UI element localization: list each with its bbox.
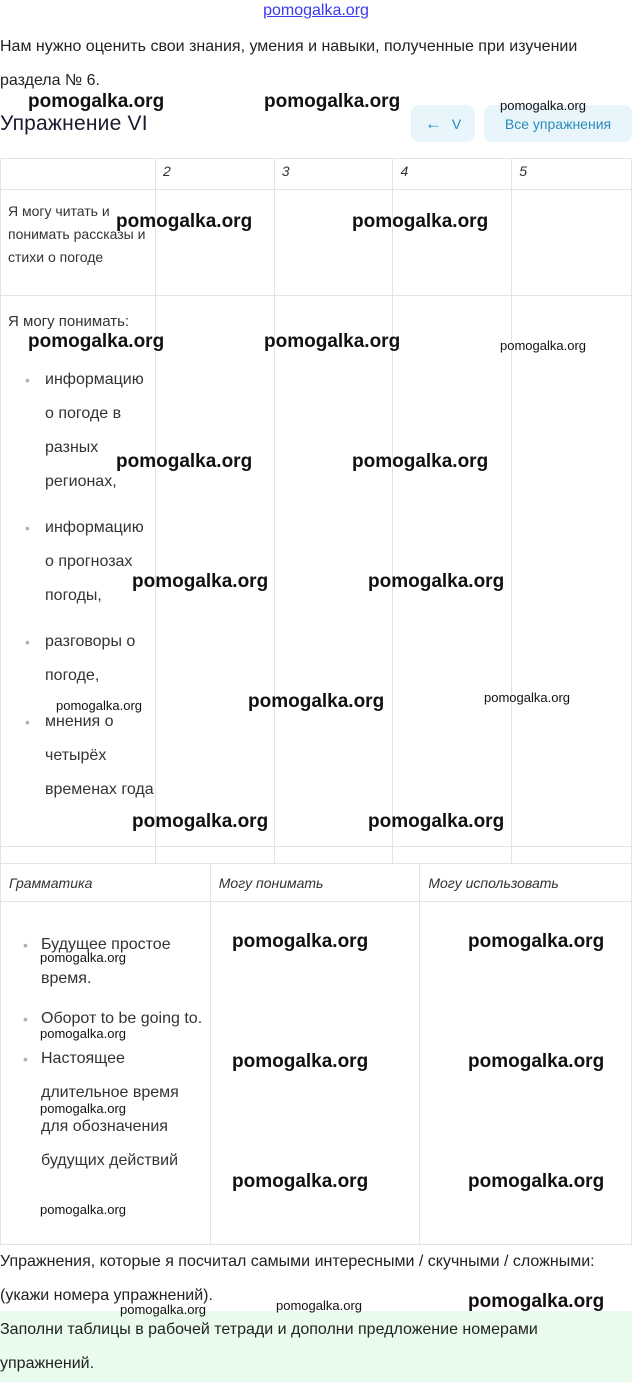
- watermark: pomogalka.org: [352, 451, 489, 472]
- watermark: pomogalka.org: [56, 698, 142, 713]
- watermark: pomogalka.org: [468, 1051, 605, 1072]
- column-header: [1, 159, 156, 190]
- list-item: • Оборот to be going to.: [23, 1002, 210, 1036]
- task-text: Заполни таблицы в рабочей тетради и дополни предложение номерами упражнений.: [0, 1321, 538, 1372]
- table-row: [1, 190, 632, 296]
- self-assessment-table: [0, 158, 632, 864]
- watermark: pomogalka.org: [120, 1302, 206, 1317]
- watermark: pomogalka.org: [264, 331, 401, 352]
- watermark: pomogalka.org: [132, 571, 269, 592]
- column-header-5: 5: [512, 159, 632, 190]
- watermark: pomogalka.org: [468, 931, 605, 952]
- list-item: • разговоры о погоде,: [41, 625, 155, 693]
- can-understand-header: Могу понимать: [210, 864, 420, 902]
- table-cell: [393, 190, 512, 296]
- column-header-4: 4: [393, 159, 512, 190]
- watermark: pomogalka.org: [368, 811, 505, 832]
- list-item: • Настоящее длительное время для обозначения будущих действий: [23, 1042, 210, 1178]
- watermark: pomogalka.org: [248, 691, 385, 712]
- all-exercises-label: Все упражнения: [504, 115, 612, 132]
- table-cell: [155, 190, 274, 296]
- watermark: pomogalka.org: [116, 211, 253, 232]
- table-cell: [1, 847, 156, 864]
- list-item: • мнения о четырёх временах года: [41, 705, 155, 807]
- site-link[interactable]: pomogalka.org: [263, 2, 369, 19]
- table-cell: [512, 296, 632, 847]
- task-box: [0, 1311, 632, 1382]
- row-label-cell: [1, 190, 156, 296]
- table-cell: [512, 847, 632, 864]
- table-cell: [512, 190, 632, 296]
- list-item: • Будущее простое время.: [23, 928, 210, 996]
- previous-exercise-button[interactable]: [411, 105, 475, 142]
- previous-exercise-label: V: [451, 115, 462, 132]
- row-label: Я могу понимать:: [8, 313, 130, 330]
- intro-text: Нам нужно оценить свои знания, умения и навыки, полученные при изучении раздела № 6.: [0, 38, 578, 89]
- table-row: [1, 847, 632, 864]
- watermark: pomogalka.org: [468, 1291, 605, 1312]
- column-header-2: 2: [155, 159, 274, 190]
- arrow-left-icon: ←: [424, 113, 442, 133]
- watermark: pomogalka.org: [468, 1171, 605, 1192]
- watermark: pomogalka.org: [276, 1298, 362, 1313]
- can-use-header: Могу использовать: [420, 864, 632, 902]
- table-cell: [155, 847, 274, 864]
- watermark: pomogalka.org: [132, 811, 269, 832]
- watermark: pomogalka.org: [368, 571, 505, 592]
- table-cell: [393, 847, 512, 864]
- list-item: • информацию о погоде в разных регионах,: [41, 363, 155, 499]
- watermark: pomogalka.org: [40, 1026, 126, 1041]
- watermark: pomogalka.org: [264, 91, 401, 112]
- row-label: Я могу читать и понимать рассказы и стихи о погоде: [8, 203, 146, 265]
- watermark: pomogalka.org: [500, 338, 586, 353]
- list-item: • информацию о прогнозах погоды,: [41, 511, 155, 613]
- column-header-3: 3: [274, 159, 393, 190]
- table-row: [1, 296, 632, 847]
- watermark: pomogalka.org: [28, 331, 165, 352]
- watermark: pomogalka.org: [352, 211, 489, 232]
- watermark: pomogalka.org: [116, 451, 253, 472]
- watermark: pomogalka.org: [40, 950, 126, 965]
- grammar-header: Грамматика: [1, 864, 211, 902]
- favorite-exercises-text: Упражнения, которые я посчитал самыми интересными / скучными / сложными: (укажи номера упражнений).: [0, 1253, 595, 1304]
- watermark: pomogalka.org: [28, 91, 165, 112]
- table-header-row: [1, 864, 632, 902]
- watermark: pomogalka.org: [232, 1051, 369, 1072]
- table-cell: [274, 847, 393, 864]
- watermark: pomogalka.org: [40, 1101, 126, 1116]
- exercise-title: Упражнение VI: [0, 112, 148, 135]
- watermark: pomogalka.org: [232, 1171, 369, 1192]
- watermark: pomogalka.org: [40, 1202, 126, 1217]
- table-cell: [274, 190, 393, 296]
- watermark: pomogalka.org: [232, 931, 369, 952]
- watermark: pomogalka.org: [484, 690, 570, 705]
- watermark: pomogalka.org: [500, 98, 586, 113]
- table-header-row: [1, 159, 632, 190]
